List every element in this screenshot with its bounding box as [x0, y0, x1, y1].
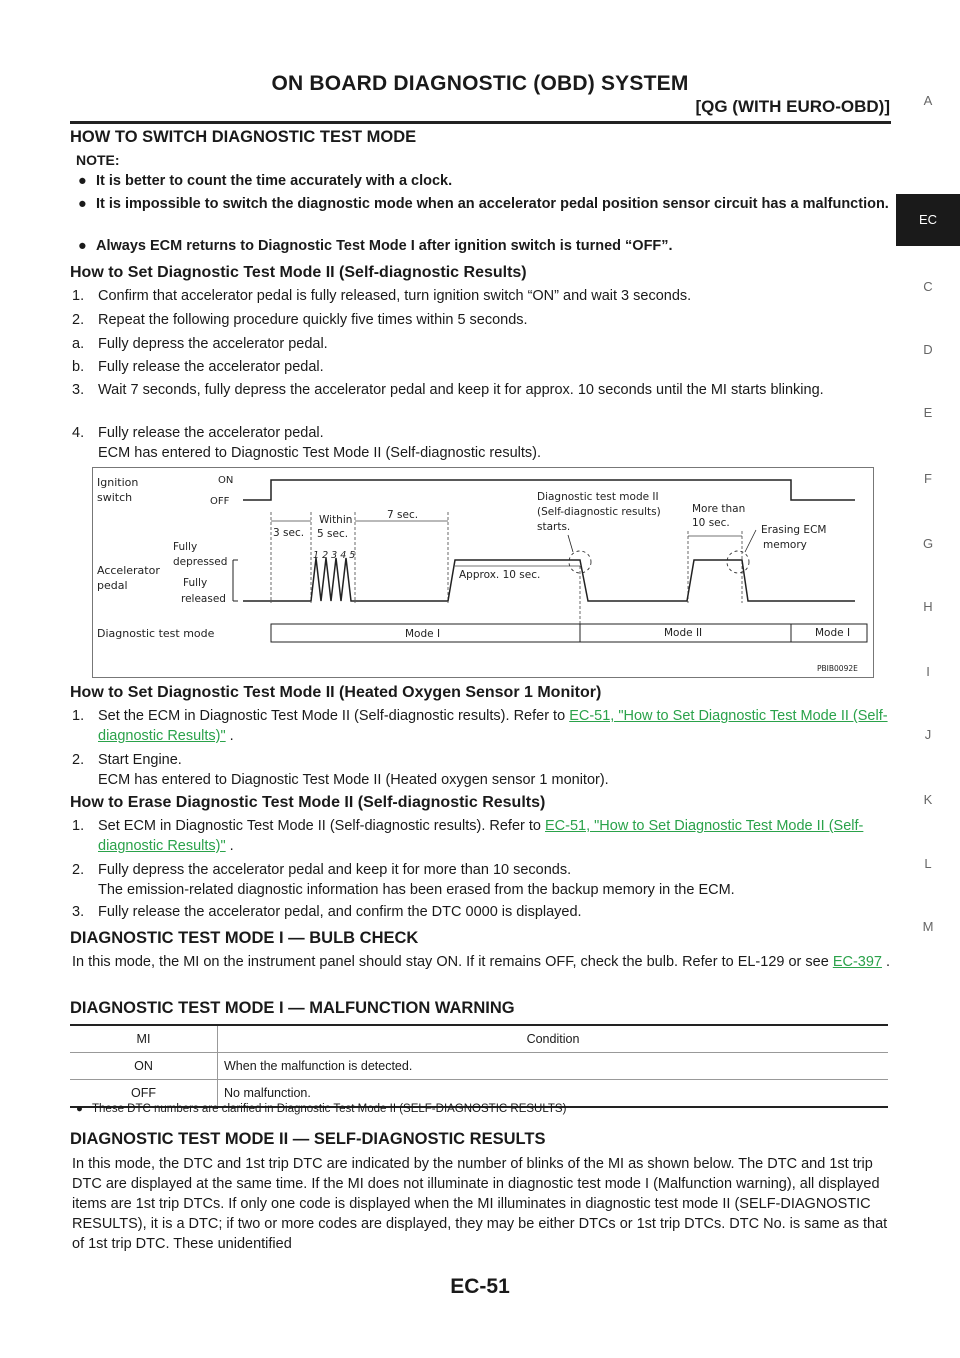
- count-label: 1 2 3 4 5: [313, 550, 356, 561]
- table-header: MI: [70, 1025, 218, 1053]
- malfunction-note: ● These DTC numbers are clarified in Diagnostic Test Mode II (SELF-DIAGNOSTIC RESULTS): [76, 1103, 567, 1115]
- pointer-line: [745, 530, 756, 552]
- bulb-check-text: In this mode, the MI on the instrument panel should stay ON. If it remains OFF, check the bulb. Refer to EL-129 or see EC-397 .: [72, 954, 891, 970]
- heading-ho2s: How to Set Diagnostic Test Mode II (Heated Oxygen Sensor 1 Monitor): [70, 684, 602, 701]
- step-item: 1. Set the ECM in Diagnostic Test Mode II (Self-diagnostic results). Refer to EC-51, "How to Set Diagnostic Test Mode II (Self-diagnostic Results)" .: [72, 708, 888, 744]
- diag-start-label: Diagnostic test mode II: [537, 491, 659, 503]
- heading-set-mode2: How to Set Diagnostic Test Mode II (Self-diagnostic Results): [70, 264, 527, 281]
- page-header-title: ON BOARD DIAGNOSTIC (OBD) SYSTEM: [271, 72, 689, 95]
- heading-self-diag: DIAGNOSTIC TEST MODE II — SELF-DIAGNOSTIC RESULTS: [70, 1130, 546, 1148]
- approx-label: Approx. 10 sec.: [459, 569, 541, 581]
- tab-j[interactable]: J: [924, 727, 932, 742]
- within-label: Within: [319, 514, 353, 526]
- more-than-label: 10 sec.: [692, 517, 730, 529]
- diag-start-label: starts.: [537, 521, 571, 533]
- diag-mode-label: Diagnostic test mode: [97, 627, 215, 640]
- tab-f[interactable]: F: [924, 471, 932, 486]
- link-ec397[interactable]: EC-397: [832, 954, 882, 970]
- mode-label: Mode II: [664, 627, 703, 639]
- step-item: 1. Set ECM in Diagnostic Test Mode II (Self-diagnostic results). Refer to EC-51, "How to Set Diagnostic Test Mode II (Self-diagnostic Results)" .: [72, 818, 864, 854]
- ignition-label: switch: [97, 491, 133, 504]
- note-item: ● Always ECM returns to Diagnostic Test Mode I after ignition switch is turned “OFF”.: [78, 238, 673, 254]
- within-label: 5 sec.: [317, 528, 349, 540]
- note-item: ● It is better to count the time accurately with a clock.: [78, 173, 453, 189]
- step-item: a. Fully depress the accelerator pedal.: [72, 336, 328, 352]
- tab-l[interactable]: L: [924, 856, 932, 871]
- timing-diagram-svg: [93, 468, 873, 677]
- diag-start-label: (Self-diagnostic results): [537, 506, 661, 518]
- step-item: b. Fully release the accelerator pedal.: [72, 359, 324, 375]
- page-number: EC-51: [450, 1275, 510, 1298]
- link-ec51[interactable]: EC-51, "How to Set Diagnostic Test Mode II (Self-diagnostic Results)": [98, 708, 888, 744]
- tab-a[interactable]: A: [923, 93, 933, 108]
- erase-marker: [727, 551, 749, 573]
- tab-i[interactable]: I: [926, 664, 930, 679]
- step-item: 4. Fully release the accelerator pedal. ECM has entered to Diagnostic Test Mode II (Self-diagnostic results).: [72, 425, 541, 461]
- page-header-subtitle: [QG (WITH EURO-OBD)]: [695, 97, 890, 116]
- fully-released-label: released: [181, 593, 226, 605]
- table-header: Condition: [218, 1025, 889, 1053]
- table-row: ON When the malfunction is detected.: [70, 1053, 888, 1080]
- step-item: 2. Fully depress the accelerator pedal and keep it for more than 10 seconds. The emission-related diagnostic information has been erased from the backup memory in the ECM.: [72, 862, 735, 898]
- step-item: 1. Confirm that accelerator pedal is fully released, turn ignition switch “ON” and wait 3 seconds.: [72, 288, 692, 304]
- fully-released-label: Fully: [183, 577, 208, 589]
- erase-label: Erasing ECM: [761, 524, 827, 536]
- erase-label: memory: [763, 539, 807, 551]
- fully-depressed-label: depressed: [173, 556, 228, 568]
- accelerator-waveform: [243, 558, 855, 601]
- heading-switch-mode: HOW TO SWITCH DIAGNOSTIC TEST MODE: [70, 128, 417, 146]
- step-item: 2. Start Engine. ECM has entered to Diagnostic Test Mode II (Heated oxygen sensor 1 monitor).: [72, 752, 609, 788]
- header-rule: [70, 121, 891, 124]
- note-item: ● It is impossible to switch the diagnostic mode when an accelerator pedal position sensor circuit has a malfunction.: [78, 196, 889, 212]
- link-ec51[interactable]: EC-51, "How to Set Diagnostic Test Mode II (Self-diagnostic Results)": [98, 818, 864, 854]
- note-label: NOTE:: [76, 152, 120, 168]
- fully-depressed-label: Fully: [173, 541, 198, 553]
- tab-m[interactable]: M: [922, 919, 934, 934]
- timing-diagram: [92, 467, 874, 678]
- tab-k[interactable]: K: [923, 792, 933, 807]
- tab-h[interactable]: H: [923, 599, 933, 614]
- tab-d[interactable]: D: [923, 342, 933, 357]
- heading-malfunction: DIAGNOSTIC TEST MODE I — MALFUNCTION WARNING: [70, 999, 515, 1017]
- tab-g[interactable]: G: [922, 536, 934, 551]
- ignition-label: Ignition: [97, 476, 139, 489]
- figure-code: PBIB0092E: [817, 664, 858, 673]
- step-item: 3. Fully release the accelerator pedal, and confirm the DTC 0000 is displayed.: [72, 904, 582, 920]
- off-label: OFF: [210, 496, 230, 507]
- mode-label: Mode I: [405, 628, 441, 640]
- step-item: 2. Repeat the following procedure quickly five times within 5 seconds.: [72, 312, 528, 328]
- table-row: OFF No malfunction.: [70, 1080, 888, 1108]
- malfunction-table: [70, 1024, 888, 1108]
- tab-ec[interactable]: EC: [896, 194, 960, 246]
- heading-bulb-check: DIAGNOSTIC TEST MODE I — BULB CHECK: [70, 929, 419, 947]
- three-sec-label: 3 sec.: [273, 527, 305, 539]
- accelerator-label: pedal: [97, 579, 128, 592]
- accelerator-label: Accelerator: [97, 564, 160, 577]
- on-label: ON: [218, 475, 234, 486]
- seven-sec-label: 7 sec.: [387, 509, 419, 521]
- tab-c[interactable]: C: [923, 279, 933, 294]
- self-diag-text: In this mode, the DTC and 1st trip DTC are indicated by the number of blinks of the MI as shown below. The DTC and 1st trip DTC are displayed at the same time. If the MI does not illuminate in diagnostic test mode I (Malfunction warning), all displayed items are 1st trip DTCs. If only one code is displayed when the MI illuminates in diagnostic test mode II (SELF-DIAGNOSTIC RESULTS), it is a DTC; if two or more codes are displayed, they may be either DTCs or 1st trip DTCs. DTC No. is same as that of 1st trip DTC. These unidentified: [72, 1156, 888, 1252]
- mode-label: Mode I: [815, 627, 851, 639]
- step-item: 3. Wait 7 seconds, fully depress the accelerator pedal and keep it for approx. 10 seconds until the MI starts blinking.: [72, 382, 824, 398]
- pointer-line: [568, 535, 573, 552]
- more-than-label: More than: [692, 503, 746, 515]
- malfunction-table-wrap: [70, 1024, 890, 1108]
- heading-erase-mode2: How to Erase Diagnostic Test Mode II (Self-diagnostic Results): [70, 794, 546, 811]
- tab-e[interactable]: E: [923, 405, 933, 420]
- mode-bar: [271, 624, 867, 642]
